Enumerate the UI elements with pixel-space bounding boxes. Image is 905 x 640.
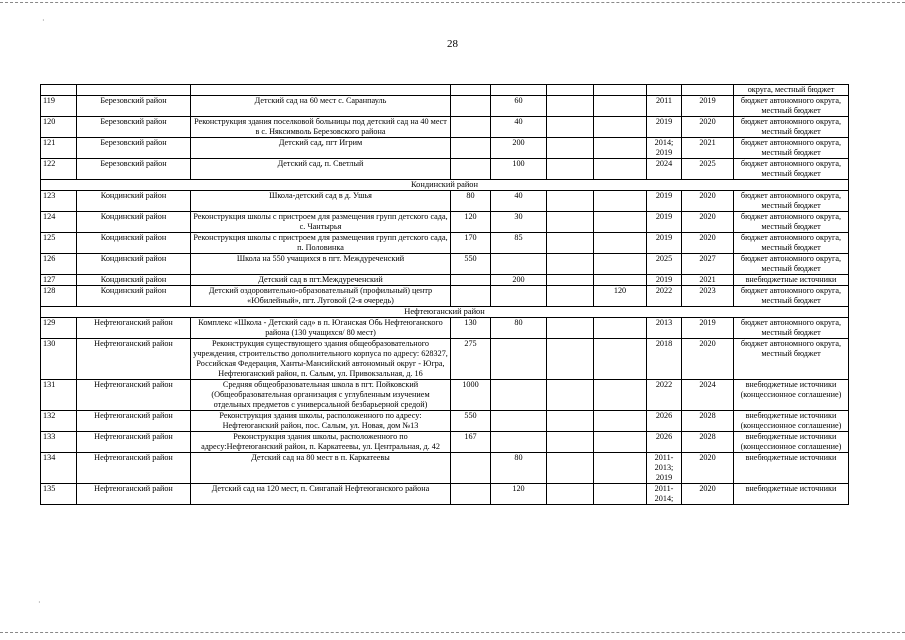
capacity-places-cell (491, 380, 547, 411)
capacity-students-cell (451, 453, 491, 484)
funding-source-cell: бюджет автономного округа, местный бюджет (734, 138, 849, 159)
capacity-other-cell (594, 85, 647, 96)
object-name-cell: Реконструкция здания поселковой больницы под детский сад на 40 мест в с. Няксимволь Березовского района (191, 117, 451, 138)
year-end-cell: 2021 (682, 138, 734, 159)
capacity-students-cell: 170 (451, 233, 491, 254)
year-end-cell: 2025 (682, 159, 734, 180)
table-row (41, 96, 849, 117)
object-name-cell: Школа-детский сад в д. Ушья (191, 191, 451, 212)
table-row (41, 233, 849, 254)
table-row (41, 254, 849, 275)
capacity-students-cell: 167 (451, 432, 491, 453)
table-row (41, 191, 849, 212)
district-cell: Березовский район (77, 96, 191, 117)
capacity-places-cell: 80 (491, 453, 547, 484)
object-name-cell: Комплекс «Школа - Детский сад» в п. Юганская Обь Нефтеюганского района (130 учащихся/ 80 мест) (191, 318, 451, 339)
capacity-other-cell (594, 191, 647, 212)
district-cell: Кондинский район (77, 191, 191, 212)
section-title: Нефтеюганский район (41, 307, 849, 318)
capacity-extra-cell (547, 380, 594, 411)
year-start-cell: 2022 (647, 286, 682, 307)
capacity-places-cell (491, 339, 547, 380)
funding-source-cell: внебюджетные источники (концессионное соглашение) (734, 380, 849, 411)
capacity-other-cell (594, 117, 647, 138)
capacity-other-cell (594, 138, 647, 159)
table-row (41, 117, 849, 138)
funding-source-cell: внебюджетные источники (734, 453, 849, 484)
year-start-cell: 2011 (647, 96, 682, 117)
capacity-students-cell (451, 117, 491, 138)
year-end-cell: 2020 (682, 453, 734, 484)
row-number: 131 (41, 380, 77, 411)
capacity-other-cell: 120 (594, 286, 647, 307)
scan-speck: · (38, 598, 41, 607)
capacity-extra-cell (547, 318, 594, 339)
year-end-cell: 2020 (682, 212, 734, 233)
district-cell: Нефтеюганский район (77, 453, 191, 484)
year-start-cell: 2011- 2014; (647, 484, 682, 505)
object-name-cell: Реконструкция существующего здания общеобразовательного учреждения, строительство дополнительного корпуса по адресу: 628327, Российская Федерация, Ханты-Мансийский автономный округ - Югра, Нефтеюганский район, п. Салым, ул. Привокзальная, д. 16 (191, 339, 451, 380)
object-name-cell: Школа на 550 учащихся в пгт. Междуреченский (191, 254, 451, 275)
object-name-cell: Реконструкция здания школы, расположенного по адресу:Нефтеюганский район, п. Каркатеевы, ул. Центральная, д. 42 (191, 432, 451, 453)
object-name-cell: Детский сад, пгт Игрим (191, 138, 451, 159)
district-cell: Нефтеюганский район (77, 339, 191, 380)
row-number: 127 (41, 275, 77, 286)
funding-source-cell: бюджет автономного округа, местный бюджет (734, 117, 849, 138)
year-start-cell: 2019 (647, 191, 682, 212)
row-number: 130 (41, 339, 77, 380)
row-number: 126 (41, 254, 77, 275)
capacity-places-cell: 85 (491, 233, 547, 254)
capacity-students-cell: 550 (451, 254, 491, 275)
capacity-students-cell (451, 275, 491, 286)
capacity-other-cell (594, 453, 647, 484)
funding-source-cell: бюджет автономного округа, местный бюджет (734, 96, 849, 117)
district-cell: Нефтеюганский район (77, 380, 191, 411)
objects-table (40, 84, 849, 505)
object-name-cell: Детский сад, п. Светлый (191, 159, 451, 180)
year-start-cell: 2026 (647, 432, 682, 453)
district-cell: Нефтеюганский район (77, 484, 191, 505)
object-name-cell: Средняя общеобразовательная школа в пгт. Пойковский (Общеобразовательная организация с углубленным изучением отдельных предметов с универсальной безбарьерной средой) (191, 380, 451, 411)
capacity-extra-cell (547, 233, 594, 254)
capacity-places-cell: 40 (491, 117, 547, 138)
capacity-places-cell (491, 411, 547, 432)
row-number: 125 (41, 233, 77, 254)
table-row (41, 339, 849, 380)
capacity-extra-cell (547, 191, 594, 212)
table-row (41, 318, 849, 339)
district-cell: Березовский район (77, 159, 191, 180)
year-start-cell: 2024 (647, 159, 682, 180)
year-end-cell: 2021 (682, 275, 734, 286)
funding-source-cell: бюджет автономного округа, местный бюджет (734, 233, 849, 254)
district-cell: Березовский район (77, 117, 191, 138)
table-row (41, 453, 849, 484)
capacity-other-cell (594, 318, 647, 339)
capacity-places-cell (491, 286, 547, 307)
row-number: 123 (41, 191, 77, 212)
year-start-cell: 2019 (647, 275, 682, 286)
capacity-other-cell (594, 159, 647, 180)
year-start-cell: 2011- 2013; 2019 (647, 453, 682, 484)
year-start-cell: 2022 (647, 380, 682, 411)
capacity-students-cell: 120 (451, 212, 491, 233)
row-number (41, 85, 77, 96)
capacity-places-cell: 100 (491, 159, 547, 180)
capacity-other-cell (594, 275, 647, 286)
table-row (41, 212, 849, 233)
district-cell: Кондинский район (77, 286, 191, 307)
object-name-cell: Детский сад в пгт.Междуреченский (191, 275, 451, 286)
year-end-cell: 2019 (682, 318, 734, 339)
capacity-places-cell: 120 (491, 484, 547, 505)
table-row (41, 85, 849, 96)
funding-source-cell: бюджет автономного округа, местный бюджет (734, 318, 849, 339)
row-number: 134 (41, 453, 77, 484)
section-header-row (41, 307, 849, 318)
capacity-places-cell: 60 (491, 96, 547, 117)
year-end-cell (682, 85, 734, 96)
year-end-cell: 2020 (682, 484, 734, 505)
table-row (41, 380, 849, 411)
funding-source-cell: бюджет автономного округа, местный бюджет (734, 191, 849, 212)
table-row (41, 432, 849, 453)
capacity-students-cell (451, 85, 491, 96)
district-cell: Нефтеюганский район (77, 432, 191, 453)
capacity-extra-cell (547, 286, 594, 307)
page-number: 28 (447, 38, 458, 50)
table-row (41, 411, 849, 432)
top-scan-edge (0, 2, 905, 3)
funding-source-cell: внебюджетные источники (концессионное соглашение) (734, 432, 849, 453)
table-row (41, 484, 849, 505)
row-number: 119 (41, 96, 77, 117)
section-header-row (41, 180, 849, 191)
capacity-students-cell (451, 286, 491, 307)
capacity-places-cell: 30 (491, 212, 547, 233)
capacity-students-cell (451, 484, 491, 505)
capacity-extra-cell (547, 275, 594, 286)
section-title: Кондинский район (41, 180, 849, 191)
capacity-students-cell: 130 (451, 318, 491, 339)
capacity-students-cell: 1000 (451, 380, 491, 411)
funding-source-cell: округа, местный бюджет (734, 85, 849, 96)
year-end-cell: 2020 (682, 233, 734, 254)
row-number: 129 (41, 318, 77, 339)
table-row (41, 138, 849, 159)
year-start-cell: 2018 (647, 339, 682, 380)
year-start-cell (647, 85, 682, 96)
year-end-cell: 2019 (682, 96, 734, 117)
funding-source-cell: внебюджетные источники (734, 484, 849, 505)
capacity-students-cell: 275 (451, 339, 491, 380)
year-end-cell: 2028 (682, 432, 734, 453)
object-name-cell: Реконструкция здания школы, расположенного по адресу: Нефтеюганский район, пос. Салым, ул. Новая, дом №13 (191, 411, 451, 432)
capacity-other-cell (594, 212, 647, 233)
capacity-extra-cell (547, 117, 594, 138)
year-end-cell: 2024 (682, 380, 734, 411)
district-cell: Нефтеюганский район (77, 411, 191, 432)
capacity-extra-cell (547, 96, 594, 117)
capacity-places-cell: 80 (491, 318, 547, 339)
capacity-other-cell (594, 254, 647, 275)
funding-source-cell: бюджет автономного округа, местный бюджет (734, 159, 849, 180)
capacity-students-cell (451, 96, 491, 117)
district-cell: Кондинский район (77, 233, 191, 254)
capacity-extra-cell (547, 254, 594, 275)
funding-source-cell: бюджет автономного округа, местный бюджет (734, 286, 849, 307)
row-number: 124 (41, 212, 77, 233)
funding-source-cell: бюджет автономного округа, местный бюджет (734, 339, 849, 380)
funding-source-cell: бюджет автономного округа, местный бюджет (734, 212, 849, 233)
capacity-students-cell: 80 (451, 191, 491, 212)
row-number: 128 (41, 286, 77, 307)
object-name-cell: Реконструкция школы с пристроем для размещения групп детского сада, с. Чантырья (191, 212, 451, 233)
capacity-places-cell: 200 (491, 275, 547, 286)
year-start-cell: 2019 (647, 233, 682, 254)
year-start-cell: 2014; 2019 (647, 138, 682, 159)
district-cell: Нефтеюганский район (77, 318, 191, 339)
row-number: 132 (41, 411, 77, 432)
row-number: 122 (41, 159, 77, 180)
capacity-students-cell (451, 138, 491, 159)
year-end-cell: 2020 (682, 191, 734, 212)
year-end-cell: 2027 (682, 254, 734, 275)
capacity-other-cell (594, 339, 647, 380)
capacity-extra-cell (547, 432, 594, 453)
object-name-cell: Реконструкция школы с пристроем для размещения групп детского сада, п. Половинка (191, 233, 451, 254)
capacity-extra-cell (547, 339, 594, 380)
capacity-other-cell (594, 380, 647, 411)
row-number: 133 (41, 432, 77, 453)
object-name-cell: Детский сад на 120 мест, п. Сингапай Нефтеюганского района (191, 484, 451, 505)
district-cell: Березовский район (77, 138, 191, 159)
capacity-extra-cell (547, 159, 594, 180)
capacity-places-cell: 200 (491, 138, 547, 159)
district-cell: Кондинский район (77, 275, 191, 286)
year-end-cell: 2020 (682, 117, 734, 138)
capacity-other-cell (594, 96, 647, 117)
scan-speck: · (42, 16, 45, 25)
district-cell: Кондинский район (77, 212, 191, 233)
capacity-extra-cell (547, 484, 594, 505)
capacity-extra-cell (547, 411, 594, 432)
capacity-places-cell (491, 85, 547, 96)
capacity-other-cell (594, 432, 647, 453)
capacity-extra-cell (547, 138, 594, 159)
capacity-extra-cell (547, 453, 594, 484)
year-start-cell: 2019 (647, 117, 682, 138)
object-name-cell: Детский сад на 80 мест в п. Каркатеевы (191, 453, 451, 484)
capacity-places-cell (491, 254, 547, 275)
capacity-other-cell (594, 233, 647, 254)
capacity-extra-cell (547, 85, 594, 96)
table-row (41, 159, 849, 180)
bottom-scan-edge (0, 632, 905, 633)
year-start-cell: 2019 (647, 212, 682, 233)
object-name-cell: Детский оздоровительно-образовательный (профильный) центр «Юбилейный», пгт. Луговой (2-я очередь) (191, 286, 451, 307)
object-name-cell (191, 85, 451, 96)
row-number: 135 (41, 484, 77, 505)
table-row (41, 275, 849, 286)
table-row (41, 286, 849, 307)
year-start-cell: 2026 (647, 411, 682, 432)
row-number: 121 (41, 138, 77, 159)
year-end-cell: 2028 (682, 411, 734, 432)
capacity-extra-cell (547, 212, 594, 233)
funding-source-cell: бюджет автономного округа, местный бюджет (734, 254, 849, 275)
district-cell: Кондинский район (77, 254, 191, 275)
row-number: 120 (41, 117, 77, 138)
year-start-cell: 2013 (647, 318, 682, 339)
funding-source-cell: внебюджетные источники (734, 275, 849, 286)
year-end-cell: 2020 (682, 339, 734, 380)
object-name-cell: Детский сад на 60 мест с. Саранпауль (191, 96, 451, 117)
year-end-cell: 2023 (682, 286, 734, 307)
district-cell (77, 85, 191, 96)
capacity-other-cell (594, 484, 647, 505)
capacity-other-cell (594, 411, 647, 432)
capacity-places-cell: 40 (491, 191, 547, 212)
capacity-students-cell: 550 (451, 411, 491, 432)
capacity-students-cell (451, 159, 491, 180)
funding-source-cell: внебюджетные источники (концессионное соглашение) (734, 411, 849, 432)
capacity-places-cell (491, 432, 547, 453)
year-start-cell: 2025 (647, 254, 682, 275)
